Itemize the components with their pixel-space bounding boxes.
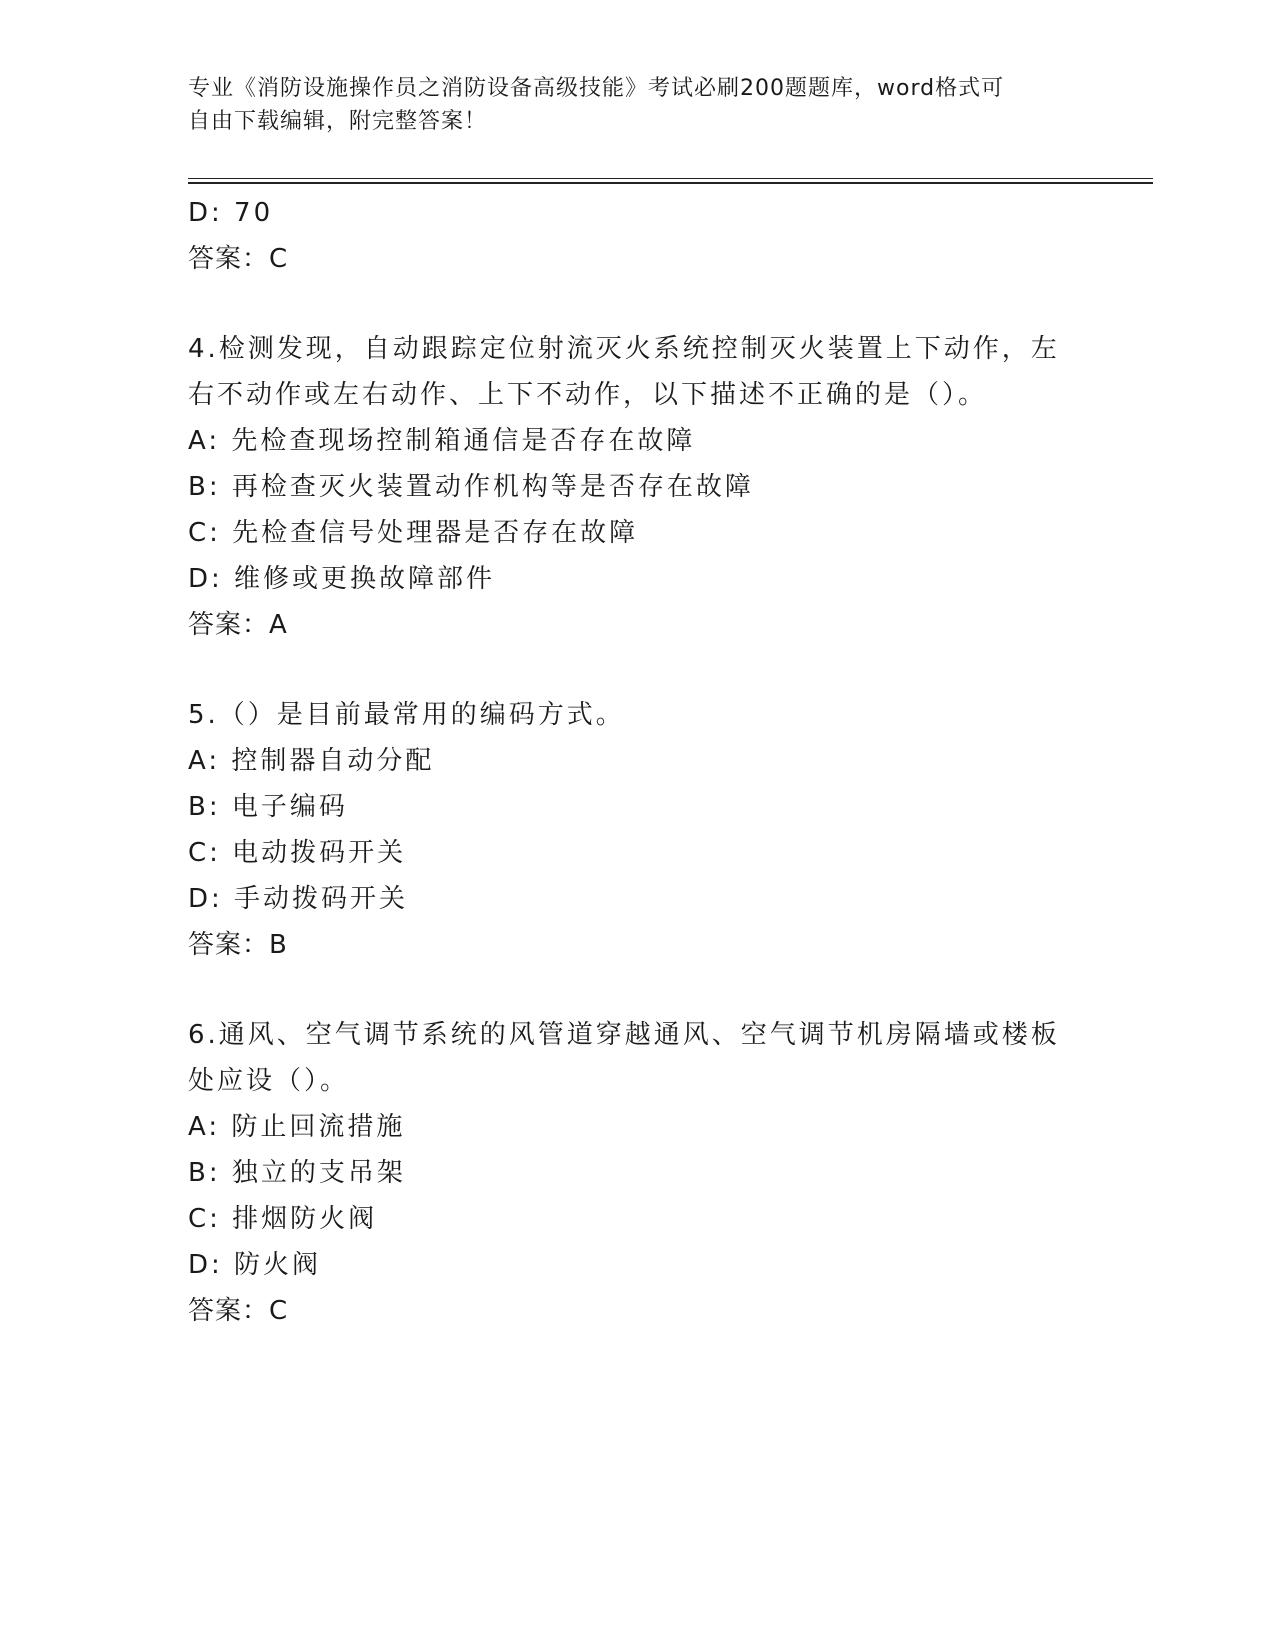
question-stem-line-1: 6.通风、空气调节系统的风管道穿越通风、空气调节机房隔墙或楼板 [188, 1020, 1060, 1050]
question-4 [188, 326, 1088, 648]
header-line-1: 专业《消防设施操作员之消防设备高级技能》考试必刷200题题库，word格式可 [188, 76, 1005, 101]
question-6 [188, 1012, 1088, 1334]
option-a: A: 防止回流措施 [188, 1112, 406, 1142]
answer-line: 答案：A [188, 610, 288, 640]
answer-line: 答案：B [188, 930, 288, 960]
question-stem-line-1: 5.（）是目前最常用的编码方式。 [188, 700, 625, 730]
option-c: C: 电动拨码开关 [188, 838, 407, 868]
option-d: D: 70 [188, 198, 274, 228]
answer-line: 答案：C [188, 1296, 289, 1326]
option-c: C: 排烟防火阀 [188, 1204, 378, 1234]
question-5 [188, 692, 1088, 968]
question-stem-line-1: 4.检测发现，自动跟踪定位射流灭火系统控制灭火装置上下动作，左 [188, 334, 1060, 364]
document-header [188, 72, 1088, 138]
option-b: B: 电子编码 [188, 792, 348, 822]
option-b: B: 再检查灭火装置动作机构等是否存在故障 [188, 472, 754, 502]
question-stem-line-2: 右不动作或左右动作、上下不动作，以下描述不正确的是（）。 [188, 380, 988, 410]
option-d: D: 防火阀 [188, 1250, 322, 1280]
option-a: A: 先检查现场控制箱通信是否存在故障 [188, 426, 696, 456]
option-b: B: 独立的支吊架 [188, 1158, 406, 1188]
option-d: D: 手动拨码开关 [188, 884, 409, 914]
option-a: A: 控制器自动分配 [188, 746, 435, 776]
header-divider [188, 178, 1153, 184]
previous-question-tail [188, 190, 1088, 282]
header-line-2: 自由下载编辑，附完整答案！ [188, 109, 488, 134]
question-stem-line-2: 处应设（）。 [188, 1066, 350, 1096]
question-list [188, 190, 1088, 1334]
option-d: D: 维修或更换故障部件 [188, 564, 496, 594]
option-c: C: 先检查信号处理器是否存在故障 [188, 518, 639, 548]
answer-line: 答案：C [188, 244, 289, 274]
